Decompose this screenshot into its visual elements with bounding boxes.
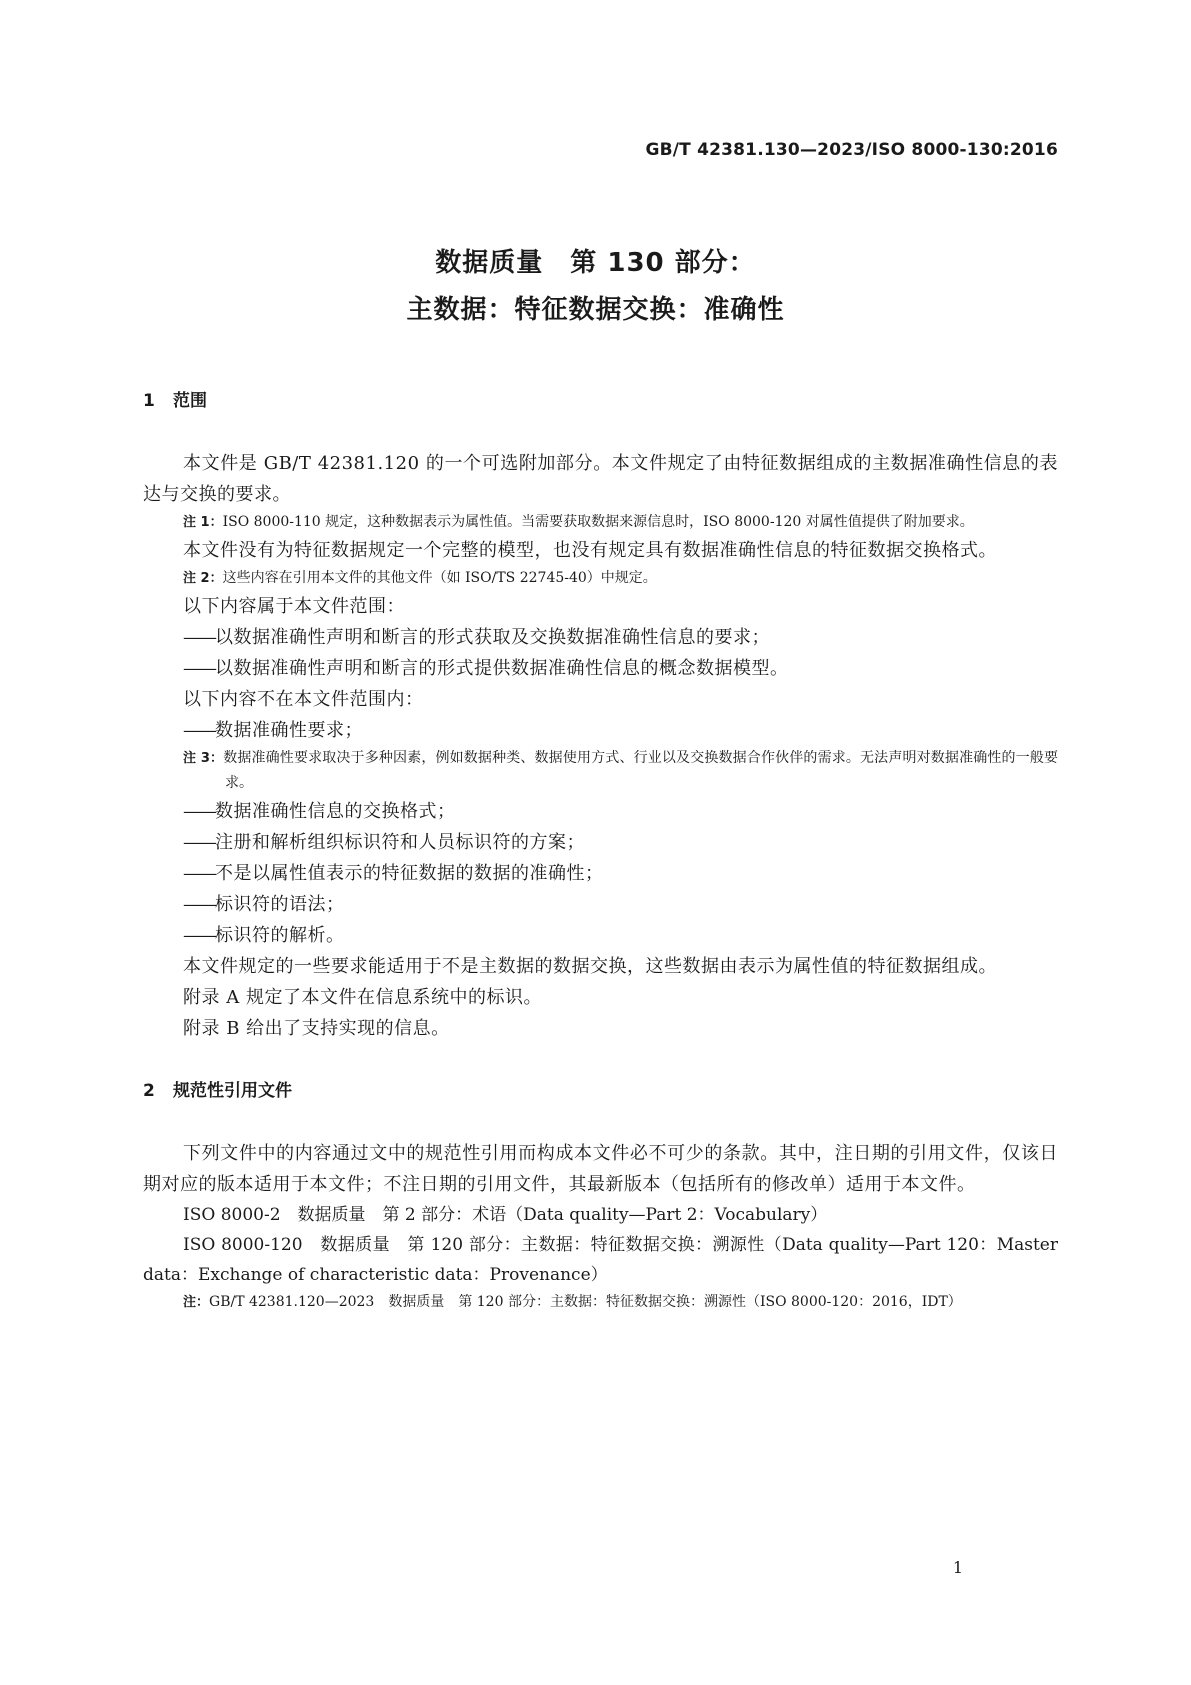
section-1-paragraph-4: 附录 A 规定了本文件在信息系统中的标识。 [183, 987, 542, 1008]
reference-iso-8000-2: ISO 8000-2 数据质量 第 2 部分：术语（Data quality—Part 2：Vocabulary） [183, 1205, 828, 1225]
section-1-paragraph-5: 附录 B 给出了支持实现的信息。 [183, 1018, 450, 1039]
in-scope-item-1: ——以数据准确性声明和断言的形式获取及交换数据准确性信息的要求； [183, 627, 770, 648]
note-2-label: 注 2： [183, 571, 223, 586]
out-scope-item-2: ——数据准确性信息的交换格式； [183, 801, 456, 822]
section-2-number: 2 [143, 1081, 155, 1101]
section-1-number: 1 [143, 391, 155, 411]
note-1 [143, 510, 1058, 535]
note-3 [143, 746, 1058, 796]
section-1-paragraph-3: 本文件规定的一些要求能适用于不是主数据的数据交换，这些数据由表示为属性值的特征数据组成。 [183, 956, 997, 977]
section-2-paragraph-1: 下列文件中的内容通过文中的规范性引用而构成本文件必不可少的条款。其中，注日期的引用文件，仅该日期对应的版本适用于本文件；不注日期的引用文件，其最新版本（包括所有的修改单）适用于本文件。 [143, 1143, 1058, 1195]
note-1-label: 注 1： [183, 515, 223, 530]
note-3-label: 注 3： [183, 751, 224, 766]
note-2 [143, 566, 1058, 591]
in-scope-intro: 以下内容属于本文件范围： [183, 596, 405, 617]
out-scope-item-4: ——不是以属性值表示的特征数据的数据的准确性； [183, 863, 604, 884]
out-scope-item-6: ——标识符的解析。 [183, 925, 345, 946]
document-body [143, 388, 1058, 1315]
standard-number: GB/T 42381.130—2023/ISO 8000-130:2016 [645, 140, 1058, 160]
section-2-note-text: GB/T 42381.120—2023 数据质量 第 120 部分：主数据：特征数据交换：溯源性（ISO 8000-120：2016，IDT） [209, 1294, 962, 1310]
section-2-heading [143, 1078, 1058, 1104]
title-line-1: 数据质量 第 130 部分： [435, 248, 756, 278]
section-2-note-label: 注： [183, 1295, 210, 1310]
in-scope-item-2: ——以数据准确性声明和断言的形式提供数据准确性信息的概念数据模型。 [183, 658, 789, 679]
section-1-paragraph-1: 本文件是 GB/T 42381.120 的一个可选附加部分。本文件规定了由特征数据组成的主数据准确性信息的表达与交换的要求。 [143, 453, 1058, 505]
reference-iso-8000-120: ISO 8000-120 数据质量 第 120 部分：主数据：特征数据交换：溯源性（Data quality—Part 120：Master data：Exchange of characteristic data：Provenance） [143, 1235, 1058, 1285]
note-3-text: 数据准确性要求取决于多种因素，例如数据种类、数据使用方式、行业以及交换数据合作伙伴的需求。无法声明对数据准确性的一般要求。 [223, 750, 1058, 791]
section-1-heading [143, 388, 1058, 414]
note-1-text: ISO 8000-110 规定，这种数据表示为属性值。当需要获取数据来源信息时，ISO 8000-120 对属性值提供了附加要求。 [222, 514, 974, 530]
out-scope-item-1: ——数据准确性要求； [183, 720, 363, 741]
section-1-paragraph-2: 本文件没有为特征数据规定一个完整的模型，也没有规定具有数据准确性信息的特征数据交换格式。 [183, 540, 997, 561]
page-number: 1 [952, 1558, 963, 1577]
section-2-title: 规范性引用文件 [173, 1081, 292, 1101]
note-2-text: 这些内容在引用本文件的其他文件（如 ISO/TS 22745-40）中规定。 [222, 570, 657, 586]
out-scope-item-3: ——注册和解析组织标识符和人员标识符的方案； [183, 832, 585, 853]
title-line-2: 主数据：特征数据交换：准确性 [406, 295, 785, 325]
out-scope-intro: 以下内容不在本文件范围内： [183, 689, 424, 710]
section-2-note [143, 1290, 1058, 1315]
section-1-title: 范围 [173, 391, 207, 411]
out-scope-item-5: ——标识符的语法； [183, 894, 345, 915]
document-title [0, 240, 1191, 334]
